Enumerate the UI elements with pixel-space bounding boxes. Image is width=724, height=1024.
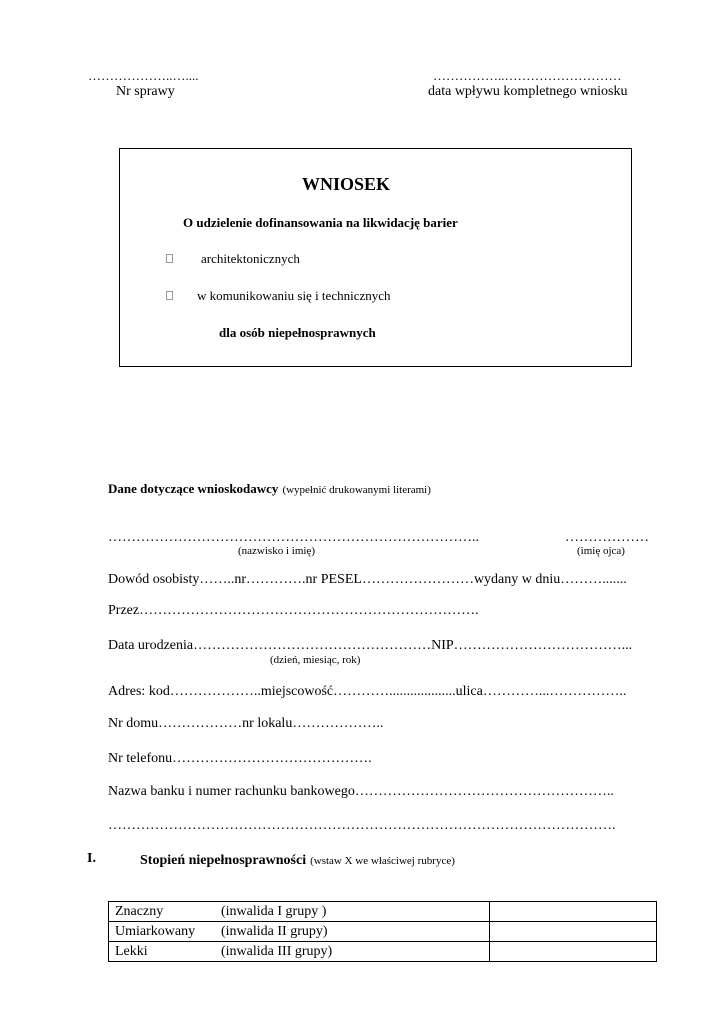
issued-by-line[interactable]: Przez………………………………………………………………. <box>108 603 479 618</box>
option-architectural-checkbox[interactable] <box>166 254 173 263</box>
case-number-dots[interactable]: ………………..….... <box>88 68 199 83</box>
birth-date-nip-line[interactable]: Data urodzenia……………………………………………NIP………………………………... <box>108 638 633 653</box>
name-hint: (nazwisko i imię) <box>238 545 315 557</box>
section-number: I. <box>87 851 96 866</box>
name-field[interactable]: …………………………………………………………………….. <box>108 530 479 545</box>
disability-level: Znaczny <box>109 902 216 922</box>
address-line[interactable]: Adres: kod………………..miejscowość…………...................ulica…………...…………….. <box>108 684 627 699</box>
bank-account-line-continued[interactable]: ………………………………………………………………………………………………. <box>108 818 616 833</box>
receipt-date-label: data wpływu kompletnego wniosku <box>428 84 628 99</box>
birth-date-hint: (dzień, miesiąc, rok) <box>270 654 361 666</box>
disability-mark-cell[interactable] <box>490 922 657 942</box>
disability-heading-text: Stopień niepełnosprawności <box>140 853 307 868</box>
father-name-hint: (imię ojca) <box>577 545 625 557</box>
disability-heading-note: (wstaw X we właściwej rubryce) <box>310 855 455 867</box>
table-row <box>109 902 657 922</box>
application-subtitle: O udzielenie dofinansowania na likwidację barier <box>183 215 458 230</box>
page-title: WNIOSEK <box>302 174 391 194</box>
disability-mark-cell[interactable] <box>490 902 657 922</box>
option-architectural-label: architektonicznych <box>201 251 300 266</box>
disability-level-table <box>108 901 657 962</box>
disability-section-heading <box>140 851 455 869</box>
applicant-section-heading <box>108 480 431 498</box>
disability-group: (inwalida III grupy) <box>215 942 490 962</box>
application-target-group: dla osób niepełnosprawnych <box>219 325 376 340</box>
disability-group: (inwalida I grupy ) <box>215 902 490 922</box>
phone-number-line[interactable]: Nr telefonu……………………………………. <box>108 751 372 766</box>
disability-level: Umiarkowany <box>109 922 216 942</box>
option-communication-label: w komunikowaniu się i technicznych <box>197 288 391 303</box>
disability-level: Lekki <box>109 942 216 962</box>
disability-mark-cell[interactable] <box>490 942 657 962</box>
table-row <box>109 922 657 942</box>
table-row <box>109 942 657 962</box>
disability-group: (inwalida II grupy) <box>215 922 490 942</box>
id-document-line[interactable]: Dowód osobisty……..nr………….nr PESEL……………………wydany w dniu………....... <box>108 572 627 587</box>
bank-account-line[interactable]: Nazwa banku i numer rachunku bankowego……………………………………………….. <box>108 784 614 799</box>
applicant-heading-note: (wypełnić drukowanymi literami) <box>282 484 431 496</box>
case-number-label: Nr sprawy <box>116 84 175 99</box>
house-number-line[interactable]: Nr domu………………nr lokalu……………….. <box>108 716 384 731</box>
receipt-date-dots[interactable]: ……………..……………………… <box>433 68 622 83</box>
applicant-heading-text: Dane dotyczące wnioskodawcy <box>108 481 279 496</box>
option-communication-checkbox[interactable] <box>166 291 173 300</box>
father-name-field[interactable]: ……………… <box>565 530 649 545</box>
